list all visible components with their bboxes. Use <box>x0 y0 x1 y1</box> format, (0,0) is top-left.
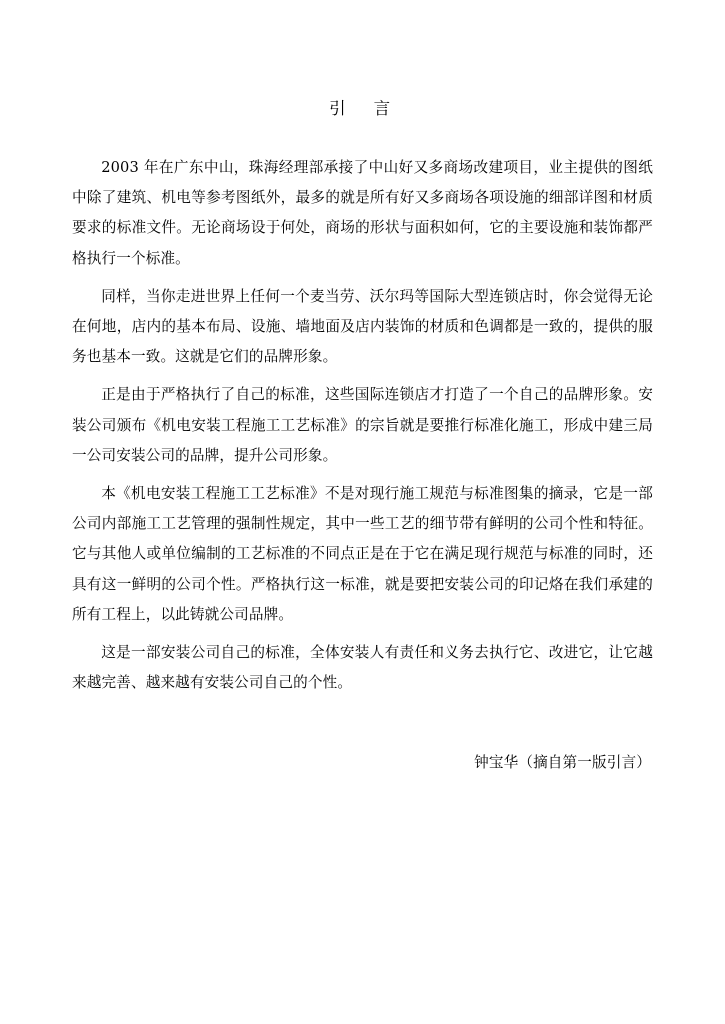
signature-line: 钟宝华（摘自第一版引言） <box>474 754 651 772</box>
paragraph-3: 正是由于严格执行了自己的标准，这些国际连锁店才打造了一个自己的品牌形象。安装公司颁布《机电安装工程施工工艺标准》的宗旨就是要推行标准化施工，形成中建三局一公司安装公司的品牌，提升公司形象。 <box>72 386 653 464</box>
paragraph-4: 本《机电安装工程施工工艺标准》不是对现行施工规范与标准图集的摘录，它是一部公司内部施工工艺管理的强制性规定，其中一些工艺的细节带有鲜明的公司个性和特征。它与其他人或单位编制的工艺标准的不同点正是在于它在满足现行规范与标准的同时，还具有这一鲜明的公司个性。严格执行这一标准，就是要把安装公司的印记烙在我们承建的所有工程上，以此铸就公司品牌。 <box>72 485 653 623</box>
page-title: 引 言 <box>329 99 396 118</box>
paragraph-1: 2003 年在广东中山，珠海经理部承接了中山好又多商场改建项目，业主提供的图纸中除了建筑、机电等参考图纸外，最多的就是所有好又多商场各项设施的细部详图和材质要求的标准文件。无论商场设于何处，商场的形状与面积如何，它的主要设施和装饰都严格执行一个标准。 <box>72 159 653 267</box>
paragraph-2: 同样，当你走进世界上任何一个麦当劳、沃尔玛等国际大型连锁店时，你会觉得无论在何地，店内的基本布局、设施、墙地面及店内装饰的材质和色调都是一致的，提供的服务也基本一致。这就是它们的品牌形象。 <box>72 287 653 366</box>
paragraph-5: 这是一部安装公司自己的标准，全体安装人有责任和义务去执行它、改进它，让它越来越完善、越来越有安装公司自己的个性。 <box>72 644 653 692</box>
